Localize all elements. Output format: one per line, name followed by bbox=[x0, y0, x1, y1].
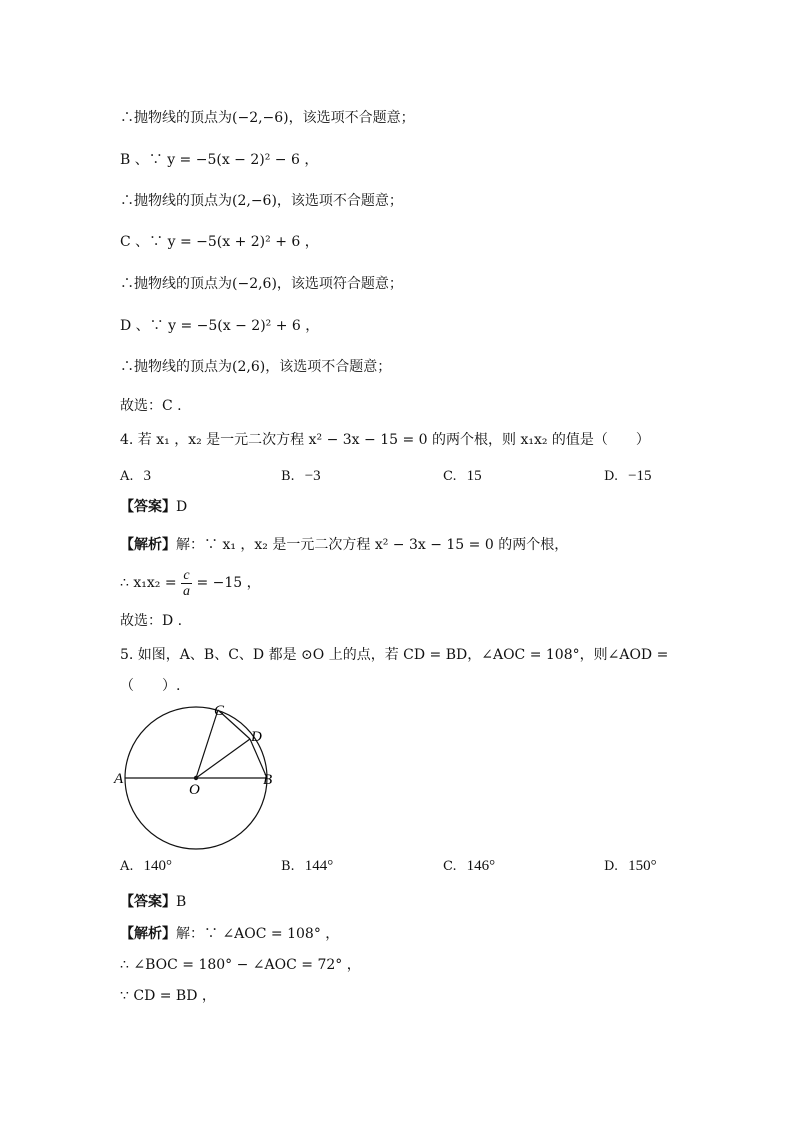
solution-line-5: ∴抛物线的顶点为(−2,6)，该选项符合题意； bbox=[120, 276, 403, 292]
q4-analysis-1 bbox=[120, 535, 568, 555]
q5-analysis-2: ∴ ∠BOC = 180° − ∠AOC = 72° ， bbox=[120, 957, 361, 973]
q5-option-d bbox=[604, 856, 657, 877]
answer-tag: 【答案】 bbox=[120, 499, 176, 515]
option-letter: B. bbox=[281, 859, 295, 874]
solution-line-1: ∴抛物线的顶点为(−2,−6)，该选项不合题意； bbox=[120, 110, 415, 126]
analysis-text: 解：∵ x₁ ，x₂ 是一元二次方程 x² − 3x − 15 = 0 的两个根， bbox=[176, 537, 569, 553]
option-value: 15 bbox=[466, 468, 482, 484]
analysis-prefix: ∴ x₁x₂ = bbox=[120, 575, 177, 591]
analysis-suffix: = −15 ， bbox=[196, 575, 261, 591]
q5-option-c bbox=[443, 856, 495, 877]
solution-line-4: C 、∵ y = −5(x + 2)² + 6 ， bbox=[120, 234, 319, 250]
analysis-tag: 【解析】 bbox=[120, 537, 176, 553]
q4-option-b bbox=[281, 466, 321, 487]
question-4-stem: 4. 若 x₁ ，x₂ 是一元二次方程 x² − 3x − 15 = 0 的两个根，则 x₁x₂ 的值是（ ） bbox=[120, 432, 650, 448]
option-value: 150° bbox=[628, 858, 657, 874]
label-a: A bbox=[114, 771, 124, 787]
solution-line-7: ∴抛物线的顶点为(2,6)，该选项不合题意； bbox=[120, 359, 392, 375]
option-letter: A. bbox=[120, 859, 134, 874]
q4-option-c bbox=[443, 466, 482, 487]
answer-tag: 【答案】 bbox=[120, 894, 176, 910]
fraction-denominator: a bbox=[183, 583, 191, 599]
label-o: O bbox=[189, 782, 200, 798]
q4-conclusion: 故选：D . bbox=[120, 613, 183, 629]
question-5-stem-2: （ ）. bbox=[120, 678, 181, 694]
q5-option-a bbox=[120, 856, 172, 877]
q4-analysis-2 bbox=[120, 566, 261, 600]
solution-line-3: ∴抛物线的顶点为(2,−6)，该选项不合题意； bbox=[120, 193, 403, 209]
segment-oc bbox=[196, 710, 218, 778]
option-letter: D. bbox=[604, 859, 619, 874]
analysis-tag: 【解析】 bbox=[120, 926, 176, 942]
solution-conclusion: 故选：C . bbox=[120, 398, 182, 414]
label-b: B bbox=[263, 772, 273, 788]
circle-figure bbox=[112, 700, 282, 850]
label-c: C bbox=[214, 703, 225, 719]
option-value: 146° bbox=[466, 858, 496, 874]
segment-od bbox=[196, 739, 250, 778]
option-value: 140° bbox=[143, 858, 173, 874]
q5-option-b bbox=[281, 856, 333, 877]
option-value: −15 bbox=[628, 468, 652, 484]
question-5-stem: 5. 如图，A、B、C、D 都是 ⊙O 上的点，若 CD = BD，∠AOC = 108°，则∠AOD = bbox=[120, 647, 669, 663]
option-value: 144° bbox=[304, 858, 334, 874]
q4-answer bbox=[120, 497, 187, 517]
option-letter: A. bbox=[120, 469, 134, 484]
solution-line-2: B 、∵ y = −5(x − 2)² − 6 ， bbox=[120, 152, 319, 168]
option-value: −3 bbox=[304, 468, 321, 484]
option-letter: B. bbox=[281, 469, 295, 484]
fraction-numerator: c bbox=[181, 568, 192, 584]
label-d: D bbox=[251, 729, 262, 745]
q5-analysis-1 bbox=[120, 924, 339, 944]
analysis-text: 解：∵ ∠AOC = 108° ， bbox=[176, 926, 340, 942]
center-point bbox=[194, 776, 198, 780]
fraction-c-over-a bbox=[181, 568, 192, 599]
q5-analysis-3: ∵ CD = BD ， bbox=[120, 988, 216, 1004]
answer-value: B bbox=[176, 894, 187, 910]
answer-value: D bbox=[176, 499, 188, 515]
solution-line-6: D 、∵ y = −5(x − 2)² + 6 ， bbox=[120, 318, 320, 334]
q4-option-a bbox=[120, 466, 151, 487]
q4-option-d bbox=[604, 466, 652, 487]
option-letter: C. bbox=[443, 469, 457, 484]
option-letter: C. bbox=[443, 859, 457, 874]
option-value: 3 bbox=[143, 468, 152, 484]
option-letter: D. bbox=[604, 469, 619, 484]
q5-answer bbox=[120, 892, 186, 912]
